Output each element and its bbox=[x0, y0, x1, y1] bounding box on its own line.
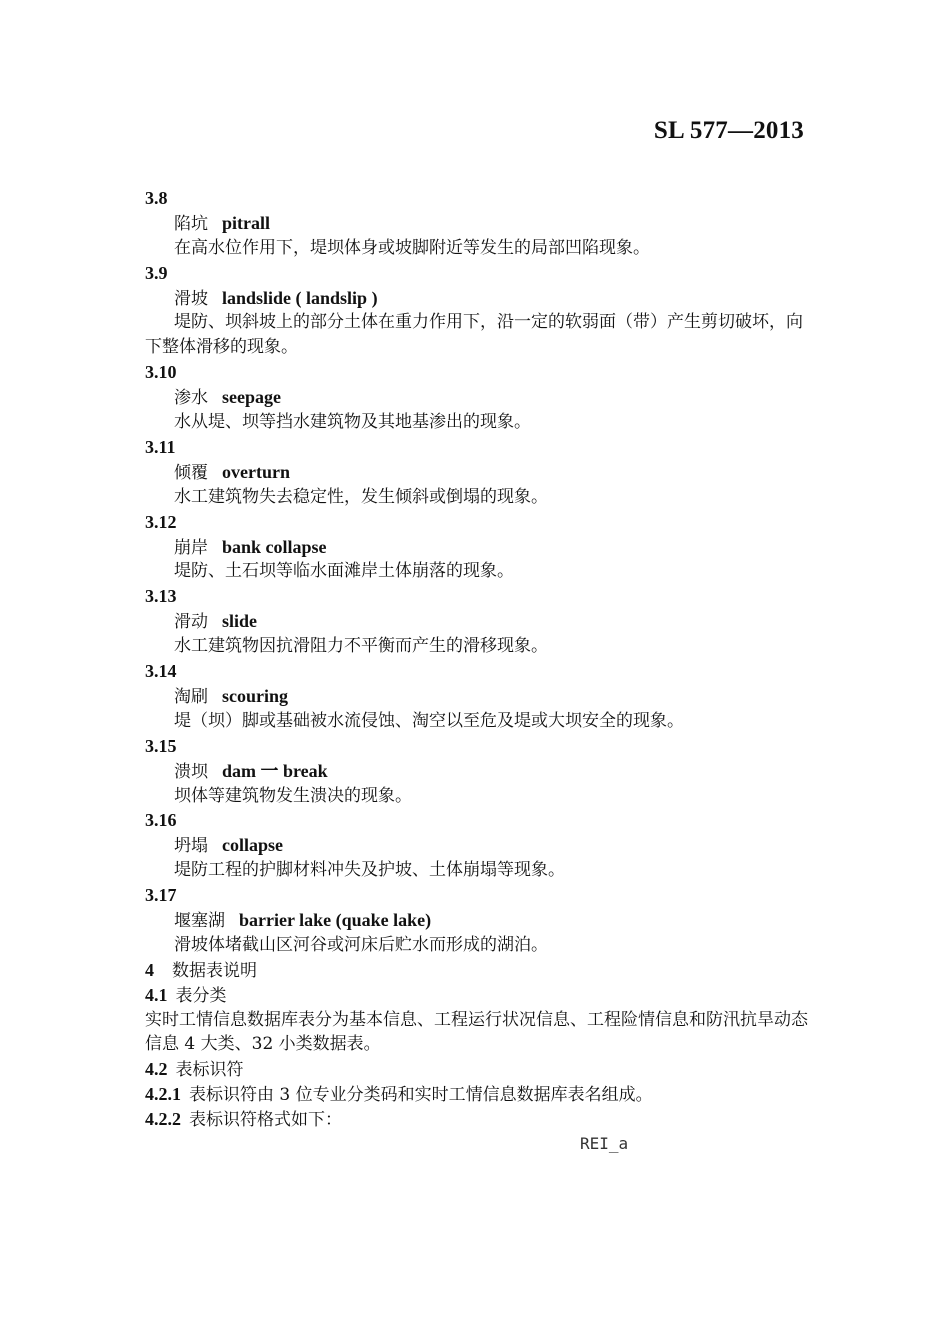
term-heading bbox=[145, 609, 815, 634]
term-definition: 滑坡体堵截山区河谷或河床后贮水而形成的湖泊。 bbox=[174, 934, 548, 955]
term-heading bbox=[145, 833, 815, 858]
term-heading bbox=[145, 460, 815, 485]
term-number: 3.15 bbox=[145, 735, 177, 756]
term-number: 3.12 bbox=[145, 511, 177, 532]
term-entry bbox=[145, 261, 815, 361]
term-number: 3.13 bbox=[145, 586, 177, 607]
term-chinese: 滑动 bbox=[174, 612, 208, 633]
identifier-format: REI_a bbox=[580, 1134, 629, 1154]
term-entry bbox=[145, 883, 815, 958]
document-id: SL 577—2013 bbox=[653, 117, 804, 144]
term-number: 3.17 bbox=[145, 885, 177, 906]
section-4-2-heading bbox=[145, 1057, 815, 1082]
term-entry bbox=[145, 435, 815, 510]
term-definition: 堤防、坝斜坡上的部分土体在重力作用下，沿一定的软弱面（带）产生剪切破坏，向下整体滑移的现象。 bbox=[145, 312, 803, 358]
term-english: scouring bbox=[222, 685, 289, 706]
term-entry bbox=[145, 510, 815, 585]
term-entry bbox=[145, 734, 815, 809]
term-heading bbox=[145, 759, 815, 784]
term-english: bank collapse bbox=[222, 536, 327, 557]
term-chinese: 滑坡 bbox=[174, 288, 208, 309]
term-chinese: 陷坑 bbox=[174, 213, 208, 234]
term-number: 3.9 bbox=[145, 262, 168, 283]
term-heading bbox=[145, 211, 815, 236]
term-definition: 堤防工程的护脚材料冲失及护坡、土体崩塌等现象。 bbox=[174, 860, 565, 881]
term-chinese: 崩岸 bbox=[174, 537, 208, 558]
term-english: dam 一 break bbox=[222, 760, 328, 781]
term-definition: 水从堤、坝等挡水建筑物及其地基渗出的现象。 bbox=[174, 412, 531, 433]
term-english: collapse bbox=[222, 835, 283, 856]
section-title: 表标识符 bbox=[175, 1060, 244, 1081]
term-definition: 堤防、土石坝等临水面滩岸土体崩落的现象。 bbox=[174, 561, 514, 582]
term-chinese: 淘刷 bbox=[174, 686, 208, 707]
term-english: landslide ( landslip ) bbox=[222, 287, 378, 308]
term-number: 3.16 bbox=[145, 810, 177, 831]
section-body: 表标识符格式如下： bbox=[189, 1110, 342, 1131]
section-4-1-body: 实时工情信息数据库表分为基本信息、工程运行状况信息、工程险情信息和防汛抗旱动态信息 4 大类、32 小类数据表。 bbox=[145, 1009, 808, 1055]
term-heading bbox=[145, 535, 815, 560]
term-english: barrier lake (quake lake) bbox=[239, 909, 432, 930]
term-definition: 堤（坝）脚或基础被水流侵蚀、淘空以至危及堤或大坝安全的现象。 bbox=[174, 710, 684, 731]
section-number: 4.2.2 bbox=[145, 1109, 181, 1130]
term-english: overturn bbox=[222, 461, 290, 482]
term-chinese: 溃坝 bbox=[174, 761, 208, 782]
term-english: seepage bbox=[222, 387, 281, 408]
term-definition: 坝体等建筑物发生溃决的现象。 bbox=[174, 785, 412, 806]
term-chinese: 渗水 bbox=[174, 388, 208, 409]
term-heading bbox=[145, 385, 815, 410]
term-number: 3.10 bbox=[145, 362, 177, 383]
section-number: 4.2 bbox=[145, 1059, 168, 1080]
term-number: 3.11 bbox=[145, 436, 176, 457]
section-body: 表标识符由 3 位专业分类码和实时工情信息数据库表名组成。 bbox=[189, 1085, 653, 1106]
section-4-heading bbox=[145, 958, 815, 983]
term-entry bbox=[145, 808, 815, 883]
section-number: 4.1 bbox=[145, 984, 168, 1005]
term-entry bbox=[145, 360, 815, 435]
page-content bbox=[145, 186, 815, 1157]
term-chinese: 坍塌 bbox=[174, 836, 208, 857]
section-number: 4 bbox=[145, 959, 154, 980]
term-heading bbox=[145, 908, 815, 933]
section-4-1-heading bbox=[145, 983, 815, 1008]
term-definition: 水工建筑物因抗滑阻力不平衡而产生的滑移现象。 bbox=[174, 636, 548, 657]
term-entry bbox=[145, 584, 815, 659]
section-number: 4.2.1 bbox=[145, 1084, 181, 1105]
term-number: 3.14 bbox=[145, 661, 177, 682]
term-english: slide bbox=[222, 611, 258, 632]
term-heading bbox=[145, 286, 815, 311]
section-title: 表分类 bbox=[175, 985, 227, 1006]
section-4-2-1 bbox=[145, 1082, 815, 1107]
term-heading bbox=[145, 684, 815, 709]
term-chinese: 堰塞湖 bbox=[174, 910, 225, 931]
section-4-2-2 bbox=[145, 1107, 815, 1132]
term-english: pitrall bbox=[222, 212, 270, 233]
term-chinese: 倾覆 bbox=[174, 462, 208, 483]
section-title: 数据表说明 bbox=[172, 960, 257, 981]
term-list bbox=[145, 186, 815, 958]
term-number: 3.8 bbox=[145, 188, 168, 208]
term-definition: 水工建筑物失去稳定性，发生倾斜或倒塌的现象。 bbox=[174, 486, 548, 507]
term-definition: 在高水位作用下，堤坝体身或坡脚附近等发生的局部凹陷现象。 bbox=[174, 237, 650, 258]
term-entry bbox=[145, 186, 815, 261]
term-entry bbox=[145, 659, 815, 734]
